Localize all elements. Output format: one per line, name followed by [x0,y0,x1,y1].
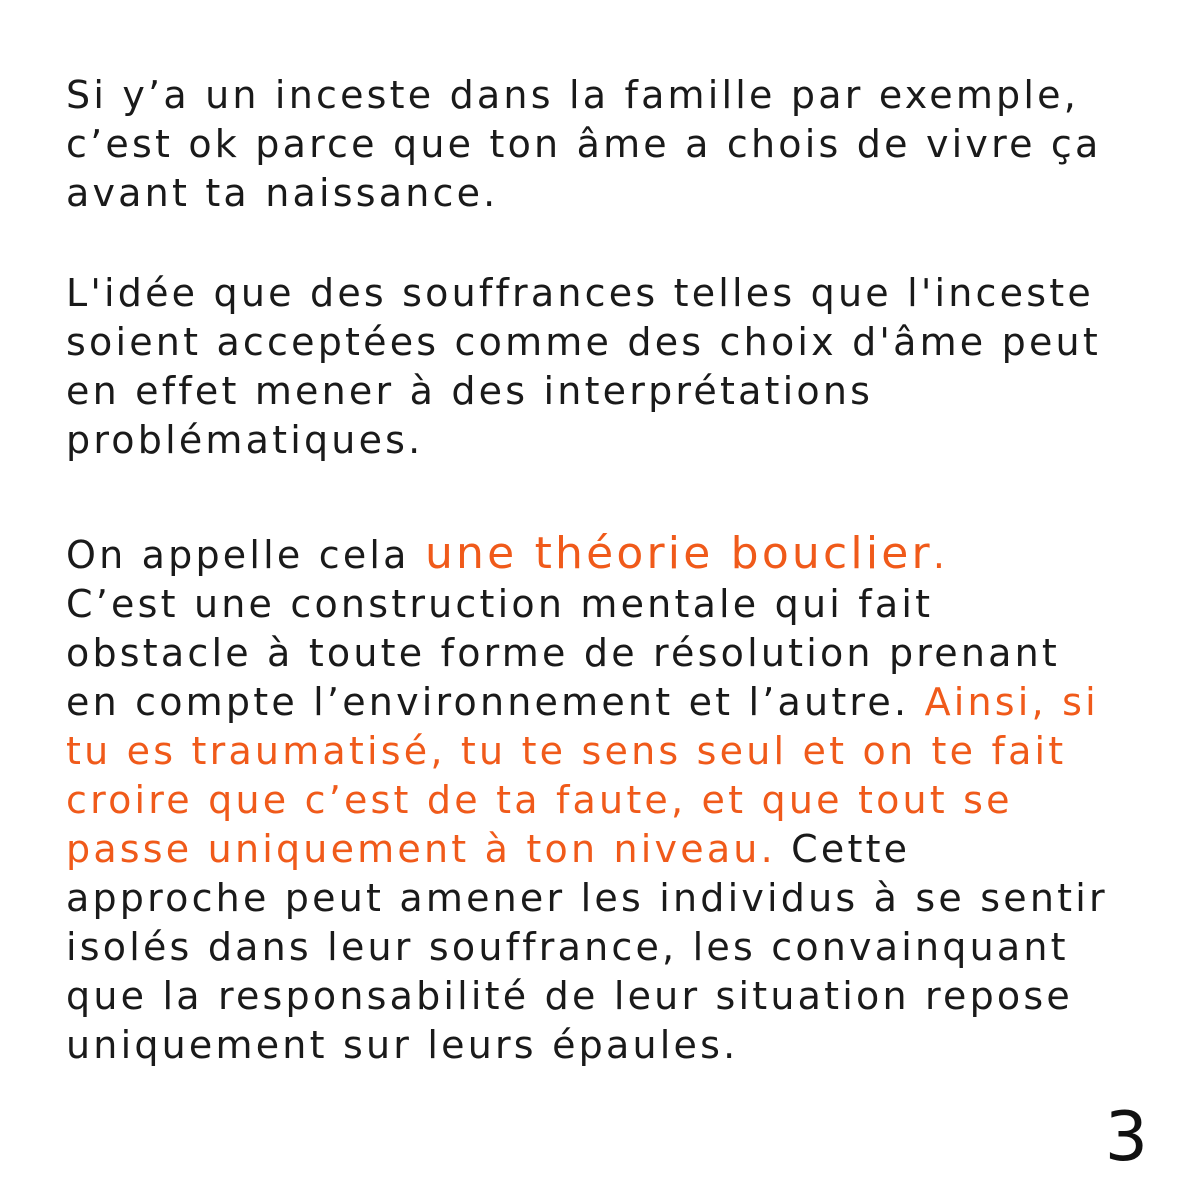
text-line: problématiques. [66,418,424,462]
highlight-text: passe uniquement à ton niveau. [66,827,776,871]
highlight-line: croire que c’est de ta faute, et que tout se [66,778,1013,822]
paragraph-shield-theory [66,529,1176,1070]
text-segment: On appelle cela [66,533,425,577]
text-line: obstacle à toute forme de résolution prenant [66,631,1061,675]
text-line: uniquement sur leurs épaules. [66,1023,739,1067]
text-line: avant ta naissance. [66,171,499,215]
text-line: Si y’a un inceste dans la famille par exemple, [66,73,1079,117]
highlight-term: une théorie bouclier [424,528,933,579]
text-line: soient acceptées comme des choix d'âme peut [66,320,1101,364]
text-line [66,529,1176,580]
text-segment: en compte l’environnement et l’autre. [66,680,925,724]
paragraph-interpretation [66,269,1176,465]
text-line: approche peut amener les individus à se sentir [66,876,1108,920]
text-line: L'idée que des souffrances telles que l'inceste [66,271,1094,315]
text-line: que la responsabilité de leur situation repose [66,974,1073,1018]
text-segment: Cette [775,827,911,871]
highlight-text: Ainsi, si [924,680,1099,724]
text-line: c’est ok parce que ton âme a chois de vivre ça [66,122,1102,166]
text-line: en effet mener à des interprétations [66,369,874,413]
text-line [66,678,1176,727]
page-number: 3 [1104,1098,1148,1177]
highlight-line: tu es traumatisé, tu te sens seul et on te fait [66,729,1067,773]
text-line: isolés dans leur souffrance, les convainquant [66,925,1069,969]
text-line [66,825,1176,874]
paragraph-intro-quote [66,71,1176,218]
highlight-dot: . [932,533,949,577]
text-line: C’est une construction mentale qui fait [66,582,934,626]
